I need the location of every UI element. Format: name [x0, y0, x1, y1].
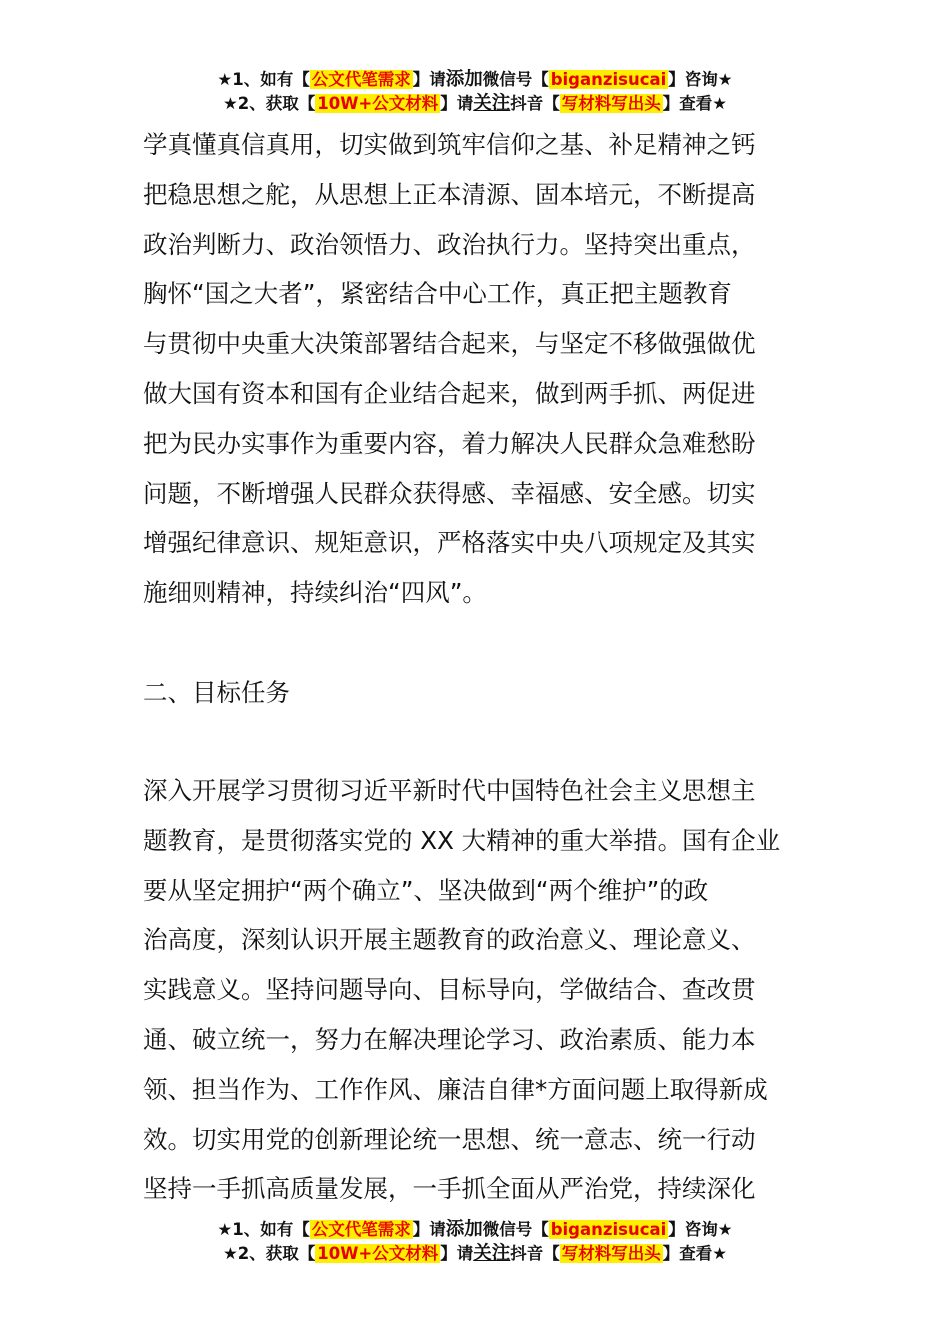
promo-line-1 — [0, 1218, 950, 1242]
promo-emphasis: 关注 — [473, 1243, 511, 1264]
promo-emphasis: 关注 — [473, 93, 511, 114]
wechat-id: biganzisucai — [550, 70, 667, 89]
promo-text: 】查看★ — [662, 94, 728, 113]
promo-highlight: 公文代笔需求 — [311, 1220, 411, 1239]
text-line: 坚持一手抓高质量发展，一手抓全面从严治党，持续深化 — [143, 1174, 756, 1204]
promo-emphasis: 添加 — [445, 1219, 483, 1240]
paragraph-1 — [143, 120, 813, 618]
paragraph-2 — [143, 766, 813, 1214]
promo-text: 】请 — [412, 1220, 446, 1239]
text-line: 学真懂真信真用，切实做到筑牢信仰之基、补足精神之钙 — [143, 130, 756, 159]
text-line: 题教育，是贯彻落实党的 XX 大精神的重大举措。国有企业 — [143, 825, 781, 855]
text-line: 要从坚定拥护“两个确立”、坚决做到“两个维护”的政 — [143, 875, 709, 905]
douyin-account: 写材料写出头 — [561, 94, 661, 113]
promo-text: 】请 — [412, 70, 446, 89]
top-promo-banner — [0, 68, 950, 116]
douyin-account: 写材料写出头 — [561, 1244, 661, 1263]
text-line: 实践意义。坚持问题导向、目标导向，学做结合、查改贯 — [143, 975, 756, 1005]
text-line: 深入开展学习贯彻习近平新时代中国特色社会主义思想主 — [143, 776, 756, 805]
promo-text: 抖音【 — [510, 1244, 560, 1263]
text-line: 效。切实用党的创新理论统一思想、统一意志、统一行动 — [143, 1124, 756, 1154]
text-line: 与贯彻中央重大决策部署结合起来，与坚定不移做强做优 — [143, 329, 756, 359]
promo-text: ★1、如有【 — [217, 70, 310, 89]
promo-highlight: 公文代笔需求 — [311, 70, 411, 89]
promo-line-2 — [0, 1242, 950, 1266]
promo-text: 】查看★ — [662, 1244, 728, 1263]
promo-text: 抖音【 — [510, 94, 560, 113]
text-line: 增强纪律意识、规矩意识，严格落实中央八项规定及其实 — [143, 528, 756, 558]
promo-text: 】请 — [440, 94, 474, 113]
text-line: 施细则精神，持续纠治“四风”。 — [143, 578, 487, 608]
text-line: 把为民办实事作为重要内容，着力解决人民群众急难愁盼 — [143, 428, 756, 458]
promo-text: ★2、获取【 — [222, 1244, 316, 1263]
promo-text: 】咨询★ — [668, 70, 733, 89]
text-line: 问题，不断增强人民群众获得感、幸福感、安全感。切实 — [143, 478, 756, 508]
bottom-promo-banner — [0, 1218, 950, 1266]
text-line: 治高度，深刻认识开展主题教育的政治意义、理论意义、 — [143, 925, 756, 955]
promo-text: ★2、获取【 — [222, 94, 316, 113]
promo-line-2 — [0, 92, 950, 116]
promo-text: 微信号【 — [482, 70, 549, 89]
promo-highlight: 10W+公文材料 — [317, 94, 439, 113]
text-line: 通、破立统一，努力在解决理论学习、政治素质、能力本 — [143, 1024, 756, 1054]
promo-text: ★1、如有【 — [217, 1220, 310, 1239]
text-line: 胸怀“国之大者”，紧密结合中心工作，真正把主题教育 — [143, 279, 732, 309]
promo-highlight: 10W+公文材料 — [317, 1244, 439, 1263]
wechat-id: biganzisucai — [550, 1220, 667, 1239]
promo-text: 微信号【 — [482, 1220, 549, 1239]
text-line: 领、担当作为、工作作风、廉洁自律*方面问题上取得新成 — [143, 1074, 768, 1104]
section-heading: 二、目标任务 — [143, 678, 290, 707]
text-line: 政治判断力、政治领悟力、政治执行力。坚持突出重点， — [143, 229, 756, 259]
promo-line-1 — [0, 68, 950, 92]
text-line: 做大国有资本和国有企业结合起来，做到两手抓、两促进 — [143, 378, 756, 408]
promo-text: 】咨询★ — [668, 1220, 733, 1239]
promo-text: 】请 — [440, 1244, 474, 1263]
text-line: 把稳思想之舵，从思想上正本清源、固本培元，不断提高 — [143, 179, 756, 209]
promo-emphasis: 添加 — [445, 69, 483, 90]
